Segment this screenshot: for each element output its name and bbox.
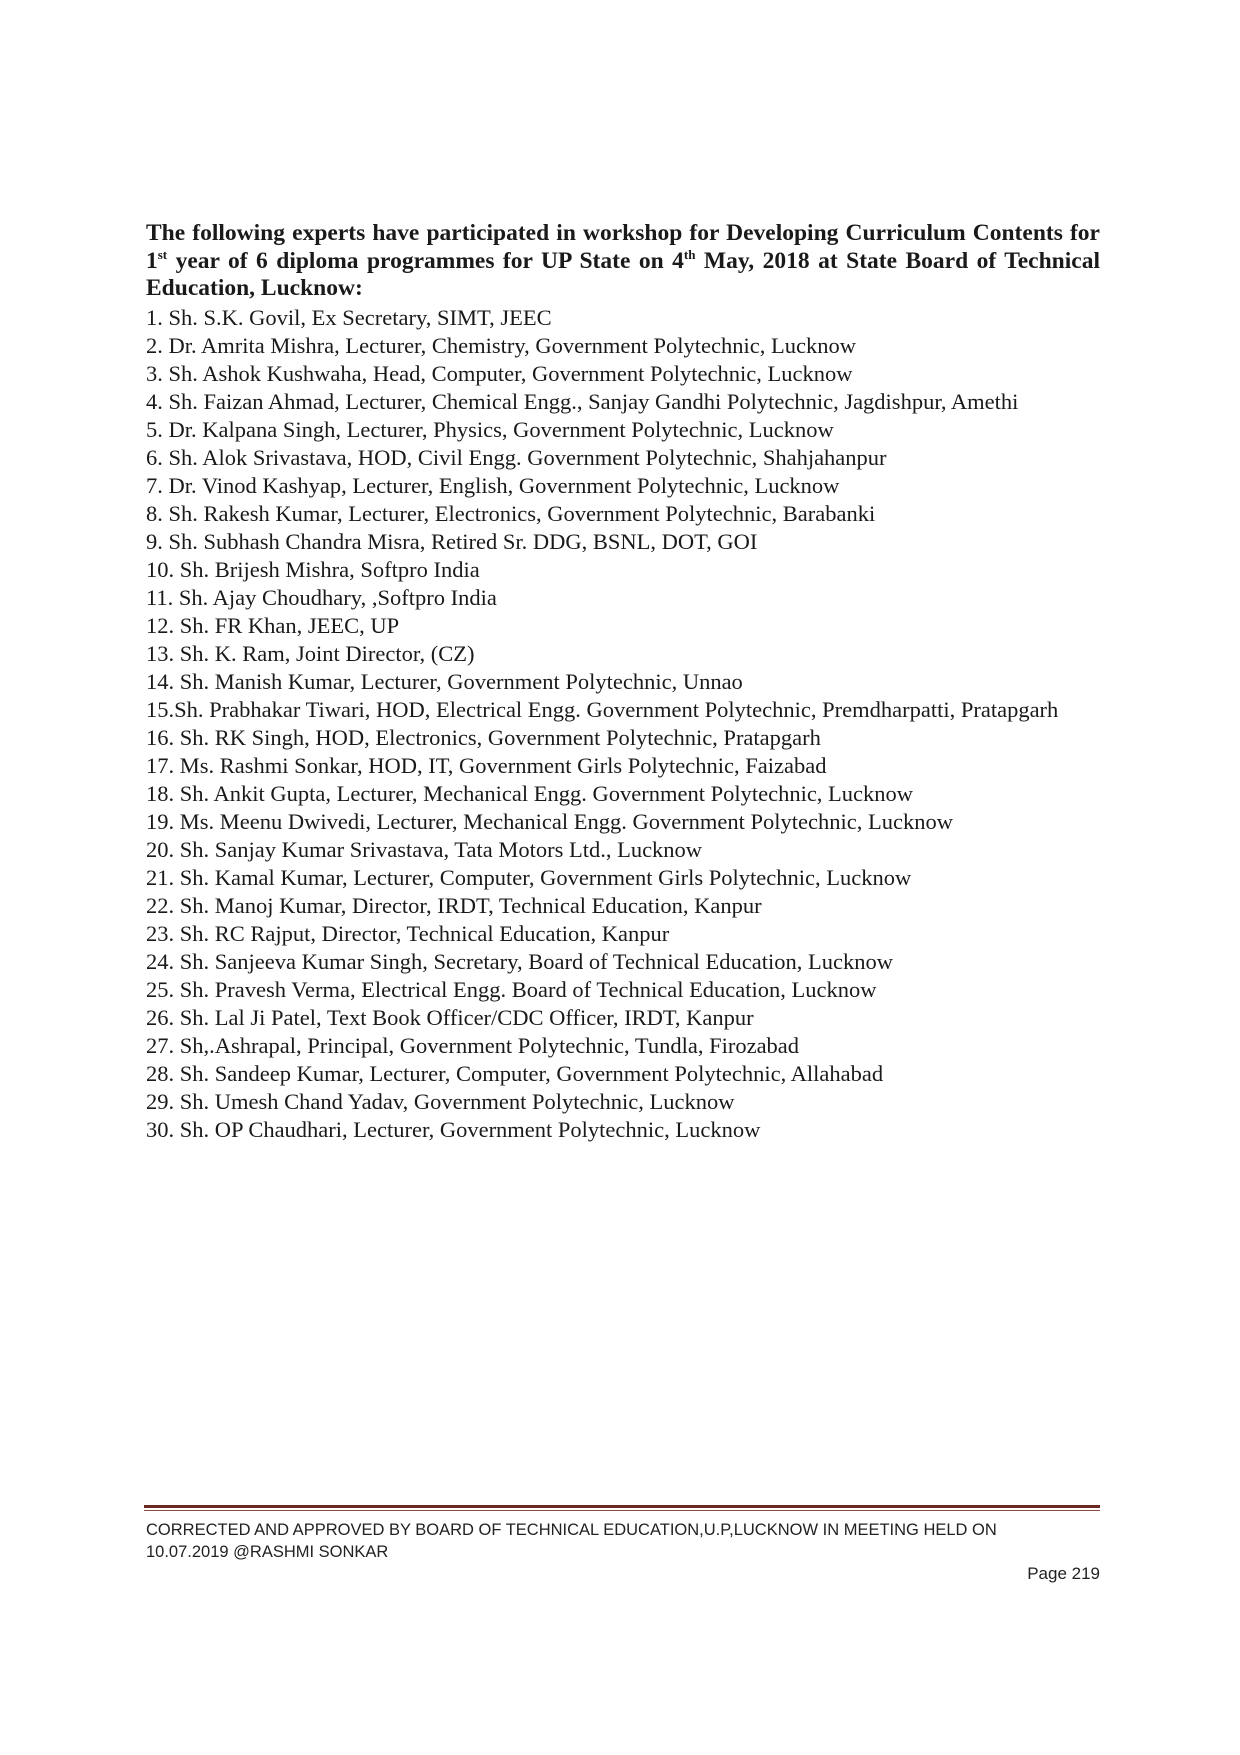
heading-text-part2: year of 6 diploma programmes for UP State on 4 (167, 247, 684, 274)
participant-item: 12. Sh. FR Khan, JEEC, UP (146, 613, 400, 638)
heading-superscript-st: st (157, 246, 168, 262)
heading-text-part3: May, 2018 at State Board of Technical Education, Lucknow: (146, 247, 1100, 301)
participant-item: 7. Dr. Vinod Kashyap, Lecturer, English, Government Polytechnic, Lucknow (146, 473, 840, 498)
footer-divider (144, 1505, 1100, 1512)
document-heading (146, 220, 1100, 303)
participant-item: 15.Sh. Prabhakar Tiwari, HOD, Electrical Engg. Government Polytechnic, Premdharpatti, Pratapgarh (146, 697, 1059, 722)
page-number: Page 219 (1027, 1564, 1100, 1583)
participant-item: 17. Ms. Rashmi Sonkar, HOD, IT, Government Girls Polytechnic, Faizabad (146, 753, 827, 778)
heading-text-part1: The following experts have participated in workshop for Developing Curriculum Contents for 1 (146, 220, 1100, 274)
footer-line-1: CORRECTED AND APPROVED BY BOARD OF TECHNICAL EDUCATION,U.P,LUCKNOW IN MEETING HELD ON (146, 1521, 997, 1539)
participant-item: 16. Sh. RK Singh, HOD, Electronics, Government Polytechnic, Pratapgarh (146, 725, 821, 750)
footer-approval-note (146, 1519, 1100, 1563)
participant-item: 23. Sh. RC Rajput, Director, Technical Education, Kanpur (146, 921, 670, 946)
footer-divider-thick-line (144, 1505, 1100, 1508)
participant-item: 5. Dr. Kalpana Singh, Lecturer, Physics, Government Polytechnic, Lucknow (146, 417, 834, 442)
participant-item: 22. Sh. Manoj Kumar, Director, IRDT, Technical Education, Kanpur (146, 893, 762, 918)
participant-item: 26. Sh. Lal Ji Patel, Text Book Officer/CDC Officer, IRDT, Kanpur (146, 1005, 754, 1030)
participant-item: 24. Sh. Sanjeeva Kumar Singh, Secretary, Board of Technical Education, Lucknow (146, 949, 893, 974)
participant-item: 4. Sh. Faizan Ahmad, Lecturer, Chemical Engg., Sanjay Gandhi Polytechnic, Jagdishpur, Amethi (146, 389, 1019, 414)
participant-item: 8. Sh. Rakesh Kumar, Lecturer, Electronics, Government Polytechnic, Barabanki (146, 501, 876, 526)
participant-item: 29. Sh. Umesh Chand Yadav, Government Polytechnic, Lucknow (146, 1089, 735, 1114)
footer-line-2: 10.07.2019 @RASHMI SONKAR (146, 1543, 389, 1561)
participant-item: 11. Sh. Ajay Choudhary, ,Softpro India (146, 585, 497, 610)
participant-item: 25. Sh. Pravesh Verma, Electrical Engg. Board of Technical Education, Lucknow (146, 977, 877, 1002)
participant-item: 10. Sh. Brijesh Mishra, Softpro India (146, 557, 480, 582)
footer-divider-thin-line (144, 1510, 1100, 1511)
participants-list (146, 304, 1100, 1144)
participant-item: 18. Sh. Ankit Gupta, Lecturer, Mechanical Engg. Government Polytechnic, Lucknow (146, 781, 914, 806)
participant-item: 28. Sh. Sandeep Kumar, Lecturer, Computer, Government Polytechnic, Allahabad (146, 1061, 884, 1086)
participant-item: 20. Sh. Sanjay Kumar Srivastava, Tata Motors Ltd., Lucknow (146, 837, 703, 862)
participant-item: 14. Sh. Manish Kumar, Lecturer, Government Polytechnic, Unnao (146, 669, 743, 694)
participant-item: 13. Sh. K. Ram, Joint Director, (CZ) (146, 641, 475, 666)
participant-item: 21. Sh. Kamal Kumar, Lecturer, Computer, Government Girls Polytechnic, Lucknow (146, 865, 912, 890)
participant-item: 6. Sh. Alok Srivastava, HOD, Civil Engg. Government Polytechnic, Shahjahanpur (146, 445, 887, 470)
participant-item: 27. Sh,.Ashrapal, Principal, Government Polytechnic, Tundla, Firozabad (146, 1033, 800, 1058)
participant-item: 30. Sh. OP Chaudhari, Lecturer, Government Polytechnic, Lucknow (146, 1117, 761, 1142)
participant-item: 9. Sh. Subhash Chandra Misra, Retired Sr. DDG, BSNL, DOT, GOI (146, 529, 758, 554)
participant-item: 1. Sh. S.K. Govil, Ex Secretary, SIMT, JEEC (146, 305, 552, 330)
participant-item: 3. Sh. Ashok Kushwaha, Head, Computer, Government Polytechnic, Lucknow (146, 361, 853, 386)
participant-item: 19. Ms. Meenu Dwivedi, Lecturer, Mechanical Engg. Government Polytechnic, Lucknow (146, 809, 954, 834)
heading-superscript-th: th (683, 246, 696, 262)
participant-item: 2. Dr. Amrita Mishra, Lecturer, Chemistry, Government Polytechnic, Lucknow (146, 333, 856, 358)
